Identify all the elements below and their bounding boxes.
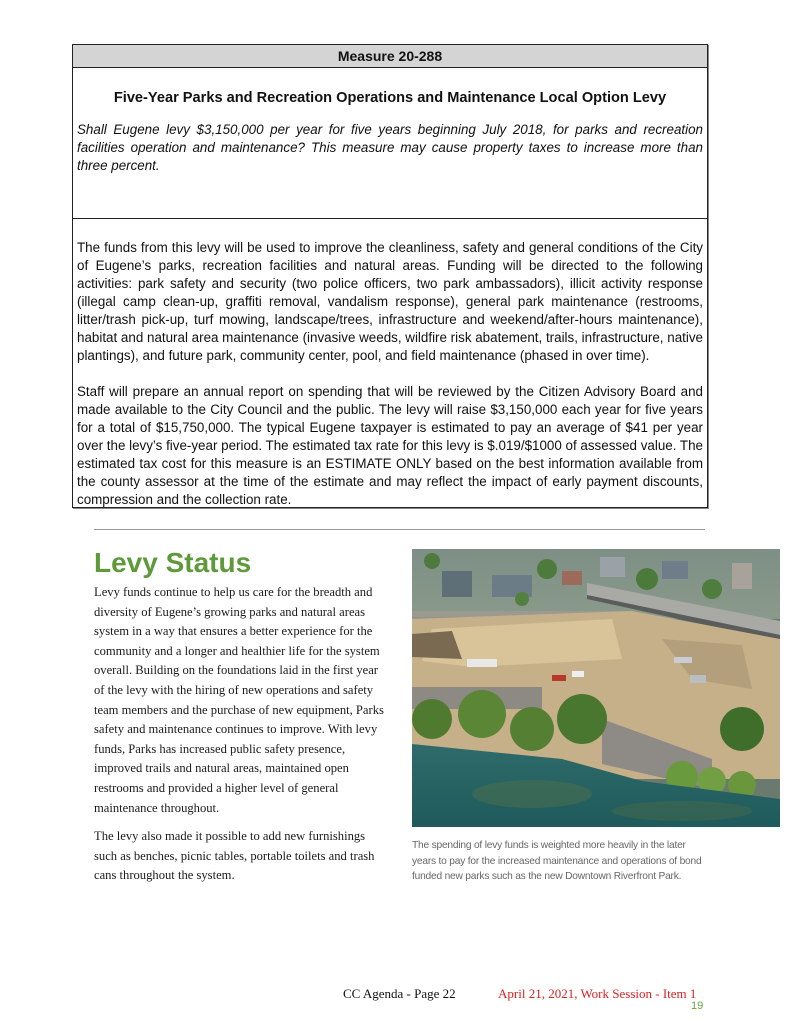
- levy-status-section: [94, 547, 389, 895]
- page-number: 19: [691, 1000, 704, 1012]
- measure-box: [72, 44, 708, 508]
- session-label: April 21, 2021, Work Session - Item 1: [498, 986, 697, 1001]
- measure-number: Measure 20-288: [73, 45, 707, 68]
- section-heading: Levy Status: [94, 547, 252, 578]
- agenda-page-label: CC Agenda - Page 22: [343, 986, 456, 1001]
- photo-caption: The spending of levy funds is weighted more heavily in the later years to pay for the increased maintenance and operations of bond funded new parks such as the new Downtown Riverfront Park.: [412, 840, 702, 882]
- measure-explanation: [73, 219, 707, 509]
- measure-summary: [73, 90, 707, 219]
- body-paragraph: The levy also made it possible to add new furnishings such as benches, picnic tables, portable toilets and trash cans throughout the system.: [94, 829, 375, 883]
- ballot-question: Shall Eugene levy $3,150,000 per year for five years beginning July 2018, for parks and recreation facilities operation and maintenance? This measure may cause property taxes to increase more than three percent.: [77, 122, 703, 173]
- explanation-paragraph: The funds from this levy will be used to improve the cleanliness, safety and general conditions of the City of Eugene’s parks, recreation facilities and natural areas. Funding will be directed to the following activities: park safety and security (two police officers, two park ambassadors), illicit activity response (illegal camp clean-up, graffiti removal, vandalism response), general park maintenance (restrooms, litter/trash pick-up, turf mowing, landscape/trees, infrastructure and weekend/after-hours maintenance), habitat and natural area maintenance (invasive weeds, wildfire risk abatement, trails, infrastructure, native plantings), and future park, community center, pool, and field maintenance (phased in over time).: [77, 240, 703, 363]
- section-divider: [94, 529, 705, 530]
- measure-title: Five-Year Parks and Recreation Operations and Maintenance Local Option Levy: [113, 90, 667, 106]
- riverfront-park-photo: [412, 549, 780, 827]
- aerial-photo-illustration: [412, 549, 780, 827]
- explanation-paragraph: Staff will prepare an annual report on spending that will be reviewed by the Citizen Advisory Board and made available to the City Council and the public. The levy will raise $3,150,000 each year for five years for a total of $15,750,000. The typical Eugene taxpayer is estimated to pay an average of $41 per year over the levy’s five-year period. The estimated tax rate for this levy is $.019/$1000 of assessed value. The estimated tax cost for this measure is an ESTIMATE ONLY based on the best information available from the county assessor at the time of the estimate and may reflect the impact of early payment discounts, compression and the collection rate.: [77, 384, 703, 507]
- body-paragraph: Levy funds continue to help us care for the breadth and diversity of Eugene’s growing parks and natural areas system in a way that ensures a better experience for the community and a longer and healthier life for the system overall. Building on the foundations laid in the first year of the levy with the hiring of new operations and safety team members and the purchase of new equipment, Parks safety and maintenance continues to improve. With levy funds, Parks has increased public safety presence, improved trails and natural areas, maintained open restrooms and provided a higher level of general maintenance throughout.: [94, 585, 384, 815]
